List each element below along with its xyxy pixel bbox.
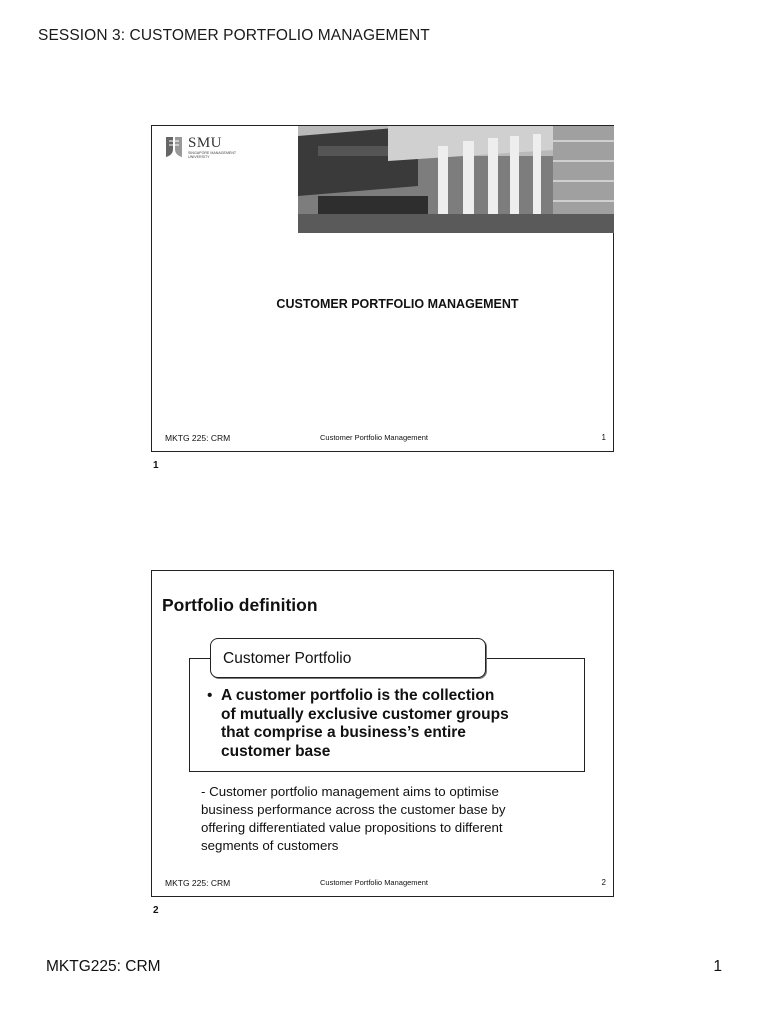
paragraph-line: business performance across the customer base by bbox=[201, 802, 506, 817]
slide-footer-page: 2 bbox=[601, 878, 606, 887]
paragraph-line: offering differentiated value propositions to different bbox=[201, 820, 503, 835]
slide-footer-course: MKTG 225: CRM bbox=[165, 433, 231, 443]
slide-footer-topic: Customer Portfolio Management bbox=[320, 433, 428, 442]
bullet-icon: • bbox=[207, 687, 213, 704]
building-facade-photo bbox=[298, 126, 614, 233]
slide-number-1: 1 bbox=[153, 460, 159, 471]
dash-marker: - bbox=[201, 784, 206, 799]
bullet-line: A customer portfolio is the collection bbox=[221, 687, 495, 704]
slide-footer-topic: Customer Portfolio Management bbox=[320, 878, 428, 887]
logo-subtitle: SINGAPORE MANAGEMENT UNIVERSITY bbox=[188, 151, 237, 160]
bullet-line: of mutually exclusive customer groups bbox=[221, 705, 509, 723]
slide-title: CUSTOMER PORTFOLIO MANAGEMENT bbox=[276, 297, 519, 311]
definition-label: Customer Portfolio bbox=[223, 650, 352, 667]
definition-label-box bbox=[210, 638, 486, 678]
slide-title: Portfolio definition bbox=[162, 595, 318, 615]
paragraph-line: Customer portfolio management aims to optimise bbox=[209, 784, 499, 799]
bullet-line: that comprise a business’s entire bbox=[221, 724, 466, 741]
slide-1 bbox=[151, 125, 614, 452]
smu-crest-icon bbox=[164, 135, 184, 159]
slide-footer-page: 1 bbox=[601, 433, 606, 442]
slide-footer-course: MKTG 225: CRM bbox=[165, 878, 231, 888]
logo-name: SMU bbox=[188, 135, 223, 151]
smu-logo bbox=[164, 135, 264, 161]
definition-bullet bbox=[207, 687, 561, 761]
paragraph-line: segments of customers bbox=[201, 838, 339, 853]
session-title: SESSION 3: CUSTOMER PORTFOLIO MANAGEMENT bbox=[38, 27, 430, 44]
bullet-line: customer base bbox=[221, 742, 331, 760]
page-footer-number: 1 bbox=[713, 958, 722, 975]
slide-number-2: 2 bbox=[153, 905, 159, 916]
management-paragraph bbox=[201, 783, 581, 855]
page-footer-course: MKTG225: CRM bbox=[46, 958, 161, 975]
slide-2 bbox=[151, 570, 614, 897]
